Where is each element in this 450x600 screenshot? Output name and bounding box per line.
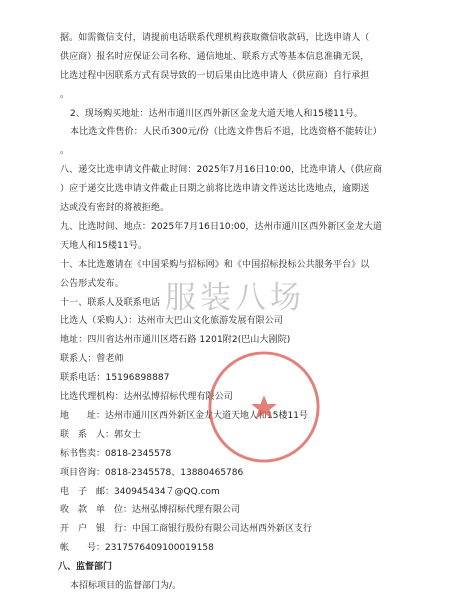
agent-address-label: 地 址： — [60, 410, 106, 421]
agent-email-row — [60, 485, 220, 499]
agent-consult-label: 项目咨询： — [60, 467, 106, 478]
agent-email-label: 电 子 邮： — [60, 486, 115, 497]
text-line: 地址：四川省达州市通川区塔石路 1201附2(巴山大剧院) — [60, 335, 291, 346]
supervise-text: 本招标项目的监督部门为/。 — [70, 581, 182, 591]
text-line: 联系电话：15196898887 — [60, 373, 170, 384]
text-line: 本比选文件售价：人民币300元/份（比选文件售后不退，比选资格不能转让） — [70, 127, 382, 138]
text-line: 九、比选时间、地点：2025年7月16日10:00，达州市通川区西外新区金龙大道 — [60, 221, 383, 232]
agent-payee-value: 达州弘博招标代理有限公司 — [132, 505, 241, 516]
watermark: 服装八场 — [165, 280, 305, 316]
agent-contact-label: 联 系 人： — [60, 429, 115, 440]
text-line: 据。如需微信支付，请提前电话联系代理机构获取微信收款码，比选申请人（ — [60, 33, 370, 43]
agent-address-value: 达州市通川区西外新区金龙大道天地人和15楼11号 — [105, 410, 308, 421]
agent-account-row — [60, 541, 214, 555]
text-line: 十、本比选邀请在《中国采购与招标网》和《中国招标投标公共服务平台》以 — [60, 259, 370, 270]
agent-consult-row — [60, 466, 243, 480]
agent-consult-value: 0818-2345578、13880465786 — [105, 467, 244, 478]
text-line: 2、现场购买地址：达州市通川区西外新区金龙大道天地人和15楼11号。 — [70, 108, 364, 119]
text-line: 比选代理机构：达州弘博招标代理有限公司 — [60, 392, 233, 403]
agent-account-label: 帐 号： — [60, 543, 106, 554]
text-line: 公告形式发布。 — [60, 278, 124, 289]
text-line: 比选过程中因联系方式有误导致的一切后果由比选申请人（供应商）自行承担 — [60, 70, 370, 81]
agent-contact-row — [60, 428, 141, 442]
agent-bank-label: 开 户 银 行： — [60, 524, 133, 535]
agent-sale-row — [60, 447, 171, 461]
agent-bank-row — [60, 522, 312, 536]
company-seal-icon — [205, 348, 323, 466]
text-line: 。 — [60, 146, 70, 157]
agent-sale-value: 0818-2345578 — [105, 448, 172, 459]
text-line: 。 — [60, 89, 70, 100]
agent-email-value: 340945434７@QQ.com — [114, 486, 220, 497]
agent-account-value: 2317576409100019158 — [105, 543, 214, 554]
agent-bank-value: 中国工商银行股份有限公司达州西外新区支行 — [132, 524, 313, 535]
agent-payee-row — [60, 503, 240, 517]
text-line: 天地人和15楼11号。 — [60, 240, 148, 251]
text-line: 达或没有密封的将被拒绝。 — [60, 203, 170, 214]
text-line: ）应于递交比选申请文件截止日期之前将比选申请文件送达比选地点，逾期送 — [60, 184, 370, 195]
text-line: 供应商）报名时应保证公司名称、通信地址、联系方式等基本信息准确无误， — [60, 51, 370, 62]
text-line: 联系人：曾老师 — [60, 354, 124, 365]
text-line: 八、递交比选申请文件截止时间：2025年7月16日10:00，比选申请人（供应商 — [60, 165, 383, 176]
agent-payee-label: 收 款 单 位： — [60, 505, 133, 516]
agent-sale-label: 标书售卖： — [60, 448, 106, 459]
text-line: 比选人（采购人）：达州市大巴山文化旅游发展有限公司 — [60, 316, 284, 327]
text-line: 十一、联系人及联系电话 — [60, 297, 161, 308]
section-heading: 八、监督部门 — [58, 562, 113, 573]
agent-contact-value: 郭女士 — [114, 429, 142, 440]
